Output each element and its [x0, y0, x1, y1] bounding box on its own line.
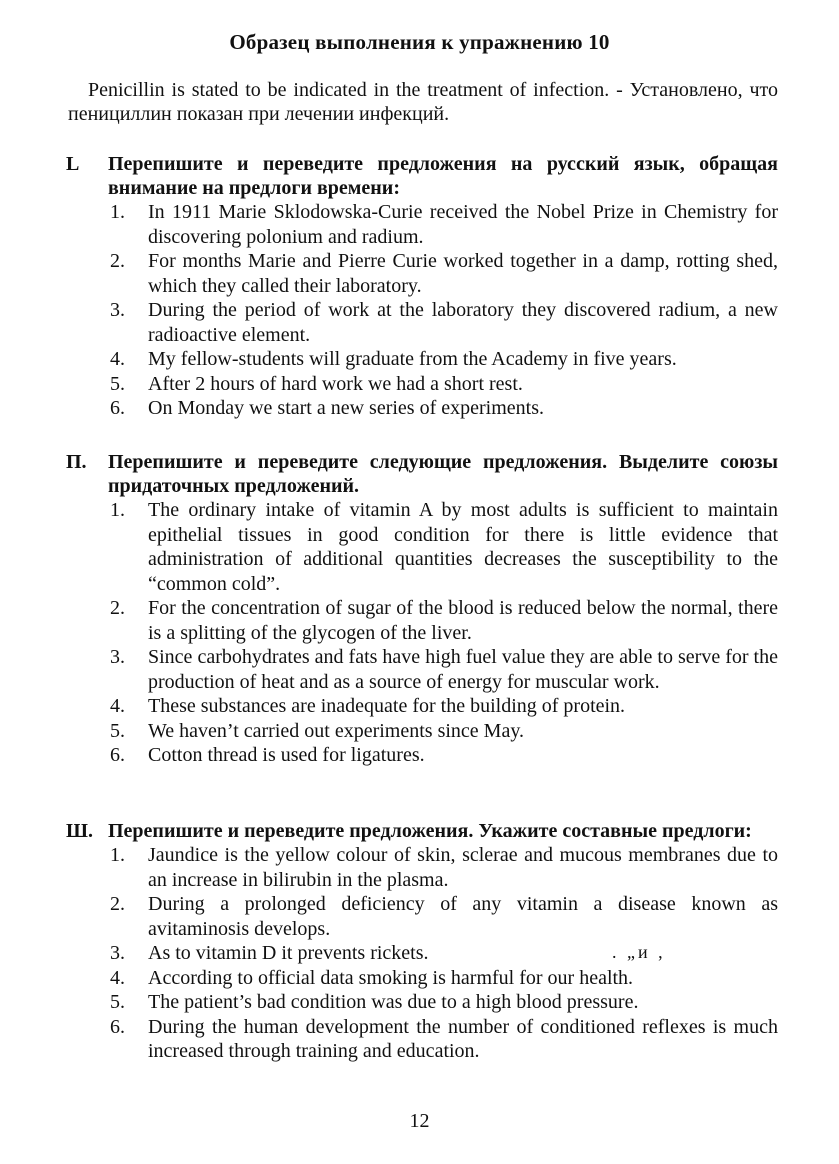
stray-marks: . „и ,: [612, 942, 666, 962]
item-text: During the human development the number of conditioned reflexes is much increased through training and education.: [148, 1015, 778, 1062]
exercise-list: [66, 498, 778, 768]
item-text: Cotton thread is used for ligatures.: [148, 744, 425, 766]
section-heading-text: Перепишите и переведите предложения. Укажите составные предлоги:: [108, 820, 752, 842]
list-item: [66, 892, 778, 941]
exercise-list: [66, 843, 778, 1064]
list-item: [66, 941, 778, 966]
section-1: [66, 152, 778, 421]
item-number: 2.: [110, 597, 125, 619]
item-number: 4.: [110, 695, 125, 717]
item-text: As to vitamin D it prevents rickets.: [148, 942, 429, 964]
section-number: L: [66, 153, 80, 175]
item-number: 2.: [110, 250, 125, 272]
list-item: [66, 719, 778, 744]
list-item: [66, 843, 778, 892]
item-number: 3.: [110, 646, 125, 668]
item-number: 1.: [110, 201, 125, 223]
list-item: [66, 298, 778, 347]
item-number: 6.: [110, 744, 125, 766]
list-item: [66, 372, 778, 397]
section-number: Ш.: [66, 820, 93, 842]
item-text: Since carbohydrates and fats have high fuel value they are able to serve for the production of heat and as a source of energy for muscular work.: [148, 646, 778, 693]
item-number: 6.: [110, 397, 125, 419]
item-number: 3.: [110, 299, 125, 321]
item-text: The patient’s bad condition was due to a high blood pressure.: [148, 991, 639, 1013]
list-item: [66, 498, 778, 596]
item-text: In 1911 Marie Sklodowska-Curie received the Nobel Prize in Chemistry for discovering polonium and radium.: [148, 201, 778, 248]
item-number: 5.: [110, 372, 125, 395]
page-title: Образец выполнения к упражнению 10: [229, 30, 610, 54]
item-text: During the period of work at the laboratory they discovered radium, a new radioactive element.: [148, 299, 778, 346]
list-item: [66, 347, 778, 372]
section-2: [66, 450, 778, 768]
item-text: Jaundice is the yellow colour of skin, sclerae and mucous membranes due to an increase in bilirubin in the plasma.: [148, 844, 778, 891]
item-number: 2.: [110, 893, 125, 915]
section-number: П.: [66, 451, 87, 473]
item-number: 4.: [110, 348, 125, 370]
item-number: 6.: [110, 1015, 125, 1038]
item-text: For months Marie and Pierre Curie worked together in a damp, rotting shed, which they called their laboratory.: [148, 250, 778, 297]
section-heading-text: Перепишите и переведите следующие предложения. Выделите союзы придаточных предложений.: [108, 451, 778, 497]
list-item: [66, 249, 778, 298]
item-text: For the concentration of sugar of the blood is reduced below the normal, there is a splitting of the glycogen of the liver.: [148, 597, 778, 644]
list-item: [66, 1015, 778, 1064]
exercise-list: [66, 200, 778, 421]
section-heading: [66, 819, 778, 843]
section-heading: [66, 152, 778, 200]
item-number: 5.: [110, 719, 125, 742]
item-text: My fellow-students will graduate from the Academy in five years.: [148, 348, 677, 370]
list-item: [66, 990, 778, 1015]
item-number: 1.: [110, 844, 125, 866]
item-text: During a prolonged deficiency of any vitamin a disease known as avitaminosis develops.: [148, 893, 778, 940]
list-item: [66, 596, 778, 645]
item-text: These substances are inadequate for the building of protein.: [148, 695, 626, 717]
item-number: 4.: [110, 966, 125, 989]
item-text: On Monday we start a new series of experiments.: [148, 397, 544, 419]
section-heading-text: Перепишите и переведите предложения на русский язык, обращая внимание на предлоги времени:: [108, 153, 778, 199]
item-text: According to official data smoking is harmful for our health.: [148, 966, 634, 989]
example-paragraph: Penicillin is stated to be indicated in the treatment of infection. - Установлено, что пенициллин показан при лечении инфекций.: [68, 79, 778, 125]
item-number: 5.: [110, 991, 125, 1013]
list-item: [66, 966, 778, 991]
list-item: [66, 694, 778, 719]
list-item: [66, 200, 778, 249]
item-number: 3.: [110, 942, 125, 964]
item-text: We haven’t carried out experiments since May.: [148, 719, 525, 742]
section-heading: [66, 450, 778, 498]
item-text: The ordinary intake of vitamin A by most adults is sufficient to maintain epithelial tissues in good condition for there is little evidence that administration of additional quantities decreases the susceptibility to the “common cold”.: [148, 499, 778, 595]
section-3: [66, 819, 778, 1064]
list-item: [66, 645, 778, 694]
item-number: 1.: [110, 499, 125, 521]
list-item: [66, 396, 778, 421]
page-number: 12: [409, 1110, 430, 1132]
item-text: After 2 hours of hard work we had a short rest.: [148, 372, 523, 395]
list-item: [66, 743, 778, 768]
